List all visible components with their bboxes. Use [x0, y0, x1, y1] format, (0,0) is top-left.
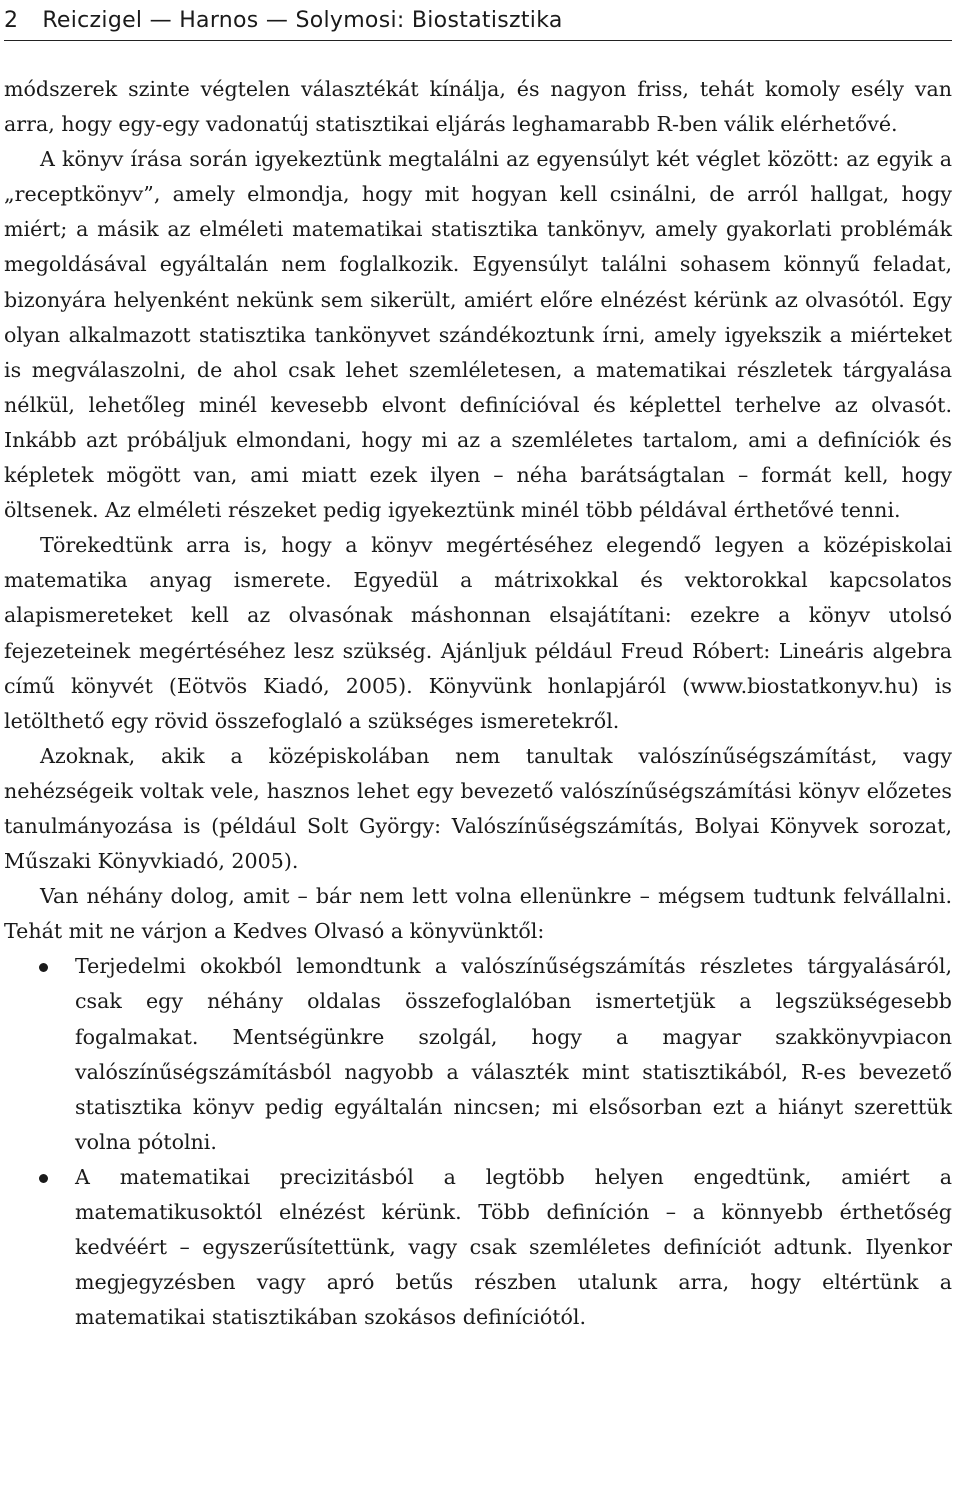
- running-title: Reiczigel — Harnos — Solymosi: Biostatisztika: [42, 7, 563, 33]
- list-item-text: Terjedelmi okokból lemondtunk a valószínűségszámítás részletes tárgyalásáról, csak egy néhány oldalas összefoglalóban ismertetjük a legszükségesebb fogalmakat. Mentségünkre szolgál, hogy a magyar szakkönyvpiacon valószínűségszámításból nagyobb a választék mint statisztikából, R-es bevezető statisztika könyv pedig egyáltalán nincsen; mi elsősorban ezt a hiányt szerettük volna pótolni.: [75, 954, 952, 1154]
- book-page: [4, 0, 952, 1335]
- paragraph-approach: A könyv írása során igyekeztünk megtalálni az egyensúlyt két véglet között: az egyik a „receptkönyv”, amely elmondja, hogy mit hogyan kell csinálni, de arról hallgat, hogy miért; a másik az elméleti matematikai statisztika tankönyv, amely gyakorlati problémák megoldásával egyáltalán nem foglalkozik. Egyensúlyt találni sohasem könnyű feladat, bizonyára helyenként nekünk sem sikerült, amiért előre elnézést kérünk az olvasótól. Egy olyan alkalmazott statisztika tankönyvet szándékoztunk írni, amely igyekszik a miérteket is megválaszolni, de ahol csak lehet szemléletesen, a matematikai részletek tárgyalása nélkül, lehetőleg minél kevesebb elvont definícióval és képlettel terhelve az olvasót. Inkább azt próbáljuk elmondani, hogy mi az a szemléletes tartalom, ami a definíciók és képletek mögött van, ami miatt ezek ilyen – néha barátságtalan – formát kell, hogy öltsenek. Az elméleti részeket pedig igyekeztünk minél több példával érthetővé tenni.: [4, 147, 952, 523]
- list-item: [4, 1160, 952, 1335]
- bullet-icon: [39, 1174, 48, 1183]
- bullet-icon: [39, 963, 48, 972]
- paragraph-prerequisites: Törekedtünk arra is, hogy a könyv megértéséhez elegendő legyen a középiskolai matematika anyag ismerete. Egyedül a mátrixokkal és vektorokkal kapcsolatos alapismereteket kell az olvasónak máshonnan elsajátítani: ezekre a könyv utolsó fejezeteinek megértéséhez lesz szükség. Ajánljuk például Freud Róbert: Lineáris algebra című könyvét (Eötvös Kiadó, 2005). Könyvünk honlapjáról (www.biostatkonyv.hu) is letölthető egy rövid összefoglaló a szükséges ismeretekről.: [4, 533, 952, 733]
- limitations-list: [4, 949, 952, 1335]
- list-item: [4, 949, 952, 1160]
- paragraph-limitations: Van néhány dolog, amit – bár nem lett volna ellenünkre – mégsem tudtunk felvállalni. Tehát mit ne várjon a Kedves Olvasó a könyvünktől:: [4, 884, 952, 944]
- list-item-text: A matematikai precizitásból a legtöbb helyen engedtünk, amiért a matematikusoktól elnézést kérünk. Több definíción – a könnyebb érthetőség kedvéért – egyszerűsítettünk, vagy csak szemléletes definíciót adtunk. Ilyenkor megjegyzésben vagy apró betűs részben utalunk arra, hogy eltértünk a matematikai statisztikában szokásos definíciótól.: [75, 1164, 952, 1330]
- paragraph-probability: Azoknak, akik a középiskolában nem tanultak valószínűségszámítást, vagy nehézségeik voltak vele, hasznos lehet egy bevezető valószínűségszámítási könyv előzetes tanulmányozása is (például Solt György: Valószínűségszámítás, Bolyai Könyvek sorozat, Műszaki Könyvkiadó, 2005).: [4, 743, 952, 874]
- page-number: 2: [4, 7, 19, 33]
- running-header: [4, 0, 952, 41]
- body-text: [4, 72, 952, 1335]
- paragraph-continued: módszerek szinte végtelen választékát kínálja, és nagyon friss, tehát komoly esély van arra, hogy egy-egy vadonatúj statisztikai eljárás leghamarabb R-ben válik elérhetővé.: [4, 77, 952, 137]
